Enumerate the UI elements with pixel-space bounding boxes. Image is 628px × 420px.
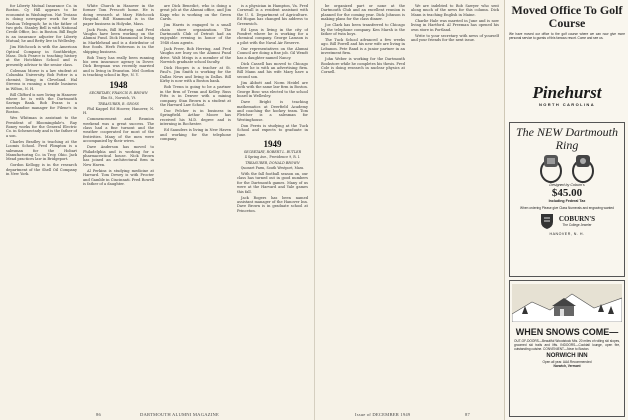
norwich-ad-title: WHEN SNOWS COME— xyxy=(515,327,619,337)
page-folio-left: 86 xyxy=(96,412,101,417)
column-paragraph: Doc Pelcher is in business in Springfield. Arthur Moore has received his M.D. degree and is interning in Rochester. xyxy=(160,108,231,127)
column-4 xyxy=(237,4,308,406)
coburn-store-name: COBURN'S xyxy=(558,214,596,223)
column-paragraph: Phil Kappel Ed Hoover, Hanover, N. H. xyxy=(83,106,154,116)
ad-moved-office-text: We have moved our office to the golf course where we can now give more personal service to guests of this famous resort. Come and see us. xyxy=(509,32,625,40)
column-paragraph: Jack Fonts, Bill Hartwig, and Fred Vaughn have been working on the Alumni Fund. Dick Hammond is living in Marblehead and is a distributor of fine foods. Herb Patterson is in the shipping business. xyxy=(83,27,154,54)
page-folio-right: 87 xyxy=(465,412,470,417)
advertisement-column xyxy=(504,0,628,420)
norwich-ad-location: Norwich, Vermont xyxy=(553,364,581,368)
column-paragraph: Dick Cassell has moved to Chicago where he is with an advertising firm. Bill Mann and his wife Mary have a second son. xyxy=(237,61,308,79)
column-5 xyxy=(321,4,405,406)
class-year-heading: 1948 xyxy=(109,79,128,90)
ring-icon-right xyxy=(569,153,597,183)
coburn-store-sub: The College Jeweler xyxy=(562,222,592,227)
class-address: Elm St., Norwich, Vt. xyxy=(100,95,137,100)
pinehurst-location: NORTH CAROLINA xyxy=(538,102,596,107)
class-address-2: 4 Spring Ave., Providence 9, R. I. xyxy=(244,154,301,159)
column-paragraph: Bob Tracy has really been running his own insurance agency in Dover. Dick Bergman was recently married and is living in Evanston. Mel Gordon is teaching school in Rye, N. Y. xyxy=(83,55,154,78)
column-paragraph: Ed Lynn is living in the city of Pomfret where he is working for a chemical company. George Lamson is a pilot with the Naval Air Reserve. xyxy=(237,27,308,45)
column-paragraph: are Dick Benedict, who is doing a great job at the Alumni office, and Jim Kapp who is working on the Green Cards. xyxy=(160,4,231,22)
column-paragraph: Charlie Hale was married in June and is now living in Hartford. Al Freeman has opened his own store in Portland. xyxy=(411,18,499,32)
column-paragraph: is a physician in Hampton, Va. Fred Cornwall is a resident assistant with the U. S. Department of Agriculture. Ed Hogan has changed his address to Greenwich. xyxy=(237,4,308,26)
coburn-block xyxy=(510,212,624,230)
column-paragraph: Jack Freer, Bob Herring, and Fred Vaughn are busy on the Alumni Fund drive. Walt Meigs is a member of the Norwich graduate school faculty. xyxy=(160,46,231,65)
ring-illustration xyxy=(510,153,624,183)
norwich-inn-name: NORWICH INN xyxy=(546,353,588,359)
ring-ad-title: The NEW Dartmouth Ring xyxy=(516,125,618,152)
coburn-town: HANOVER, N. H. xyxy=(549,231,585,236)
column-paragraph: be organized part or none at the Dartmouth Club and an excellent reunion is planned for the coming year. Dick Johnson is making plans for the class dinner. xyxy=(321,4,405,22)
column-paragraph: John Weber is working for the Dartmouth Bookstore while he completes his thesis. Fred Cole is doing research in nuclear physics at Cornell. xyxy=(321,57,405,75)
ad-pinehurst xyxy=(509,84,625,107)
column-paragraph: Gordon Kellogg is in the research department of the Shell Oil Company in New York. xyxy=(6,163,77,177)
column-2 xyxy=(83,4,154,406)
column-paragraph: With the fall football season on, our class has turned out in good numbers for the Dartmouth games. Many of us were at the Harvard and Yale games this fall. xyxy=(237,171,308,194)
column-paragraph: Write to your secretary with news of yourself and your friends for the next issue. xyxy=(411,33,499,43)
column-paragraph: Jim Abbott and Norm Heidel are both with the same law firm in Boston. George Bosc was elected to the school board in Wellesley. xyxy=(237,80,308,99)
column-3 xyxy=(160,4,231,406)
column-paragraph: Al Perkins is studying medicine at Harvard. Tom Dewey is with Procter and Gamble in Cincinnati. Fred Rowell is father of a daughter. xyxy=(83,168,154,186)
ring-icon-left xyxy=(537,153,565,183)
class-secretary: SECRETARY, FRANCIS R. BROWN xyxy=(89,90,148,95)
column-6 xyxy=(411,4,499,406)
footer-issue-date: Issue of DECEMBER 1949 xyxy=(355,412,411,417)
column-paragraph: for Liberty Mutual Insurance Co. in Boston. Cy Hill appears to be economist in Washington. Nat Troiano is doing newspaper work for the Nashua Telegraph; he is the father of two girls. Stanley Bell is with National Credit Office, Inc. in Boston. Bill Engle is an insurance adjuster for Liberty Mutual; he and Betty live in Wellesley. xyxy=(6,4,77,44)
column-paragraph: Jack Rogers has been named assistant manager of the Hanover Inn. Dave Brown is in graduate school at Princeton. xyxy=(237,195,308,213)
column-paragraph: Joe Clark has been transferred to Chicago by the telephone company. Ken Marsh is the father of twin boys. xyxy=(321,23,405,37)
column-paragraph: Bob Trenn is going to be a partner in the firm of Trenn and Kelley. Russ Pitts is in Denver with a mining company. Stan Brown is a student at the Harvard Law School. xyxy=(160,85,231,107)
column-paragraph: Charles Bradley is teaching at the Loomis School. Fred Plimpton is a salesman for the Hobart Manufacturing Co. in Troy, Ohio. Jack Mead practices law in Bridgeport. xyxy=(6,139,77,162)
column-paragraph: Dick Hoopes is a teacher at St. Paul's. Jim Smith is working for the Dallas News and living in Dallas. Bill Kirby is now with a Boston bank. xyxy=(160,66,231,84)
class-treasurer-2: TREASURER, DONALD BROWN xyxy=(245,160,300,165)
ad-moved-office xyxy=(509,4,625,40)
column-paragraph: Jim Harris is engaged to a small chain store organization. The Dartmouth Club of Detroit had an enjoyable evening in honor of the 1948 class agents. xyxy=(160,23,231,45)
jeweler-shield-icon xyxy=(539,212,555,230)
pinehurst-logo: Pinehurst xyxy=(532,83,602,102)
column-paragraph: The Tuck School advanced a few weeks ago. Bill Powell and his new wife are living in Lebanon. Pete Rand is a junior partner in an investment firm. xyxy=(321,38,405,56)
ad-norwich-inn xyxy=(509,280,625,417)
column-paragraph: Commencement and Reunion weekend was a great success. The class had a fine turnout and the weather cooperated for most of the festivities. Many of the men were accompanied by their wives. xyxy=(83,117,154,144)
ad-moved-office-title: Moved Office To Golf Course xyxy=(511,3,623,30)
ad-dartmouth-ring xyxy=(509,122,625,277)
ring-order-note: When ordering Please give Class Numerals and engraving wanted xyxy=(520,205,614,210)
column-1 xyxy=(6,4,77,406)
ring-tax-note: Including Federal Tax xyxy=(548,199,586,204)
column-paragraph: Don Ferris is studying at the Tuck School and expects to graduate in June. xyxy=(237,123,308,137)
class-year-heading-2: 1949 xyxy=(263,138,282,149)
column-paragraph: Coleman Morse is a law student at Columbia University. Bob Potter is a chemist, living in Cleveland. Hal Stevens is running a textile business in Wilton, N. H. xyxy=(6,68,77,91)
column-paragraph: We are indebted to Bob Sawyer who sent along much of the news for this column. Dick Mann is teaching English in Maine. xyxy=(411,4,499,17)
column-paragraph: Dave Anderson has moved to Philadelphia and is working for a pharmaceutical house. Nick Brown has joined an architectural firm in New Haven. xyxy=(83,145,154,167)
column-paragraph: Wes Whitman is assistant to the President of Bloomingdale's. Ray Roney works for the General Electric Co. in Schenectady and is the father of a son. xyxy=(6,116,77,138)
column-paragraph: Dave Bright is teaching mathematics at Deerfield Academy and coaching the hockey team. Tom Fletcher is a salesman for Westinghouse. xyxy=(237,100,308,122)
ring-price: $45.00 xyxy=(551,187,583,200)
class-secretary-2: SECRETARY, ROBERT L. BUTLER xyxy=(243,149,302,154)
ring-designer: Designed by Coburn's xyxy=(549,183,585,187)
column-paragraph: Ed Saunders is living in New Haven and working for the telephone company. xyxy=(160,128,231,141)
column-paragraph: Bill Clifford is now living in Hanover where he is with the Dartmouth Savings Bank. Bob Evans is a merchandise manager for Filene's in Boston. xyxy=(6,92,77,115)
footer-magazine-title: DARTMOUTH ALUMNI MAGAZINE xyxy=(140,412,219,417)
class-address-3: Quonset Farm, South Westport, Mass. xyxy=(240,165,305,170)
snow-scene-illustration xyxy=(512,284,622,322)
column-paragraph: Our representatives on the Alumni Council are doing a fine job. Gil Wendt has a daughter named Nancy. xyxy=(237,46,308,60)
column-paragraph: Jim Hitchcock is with the American Optical Company in Southbridge, Mass. Dick Pearce is teaching history at the Hotchkiss School and is presently advisor to the senior class. xyxy=(6,45,77,67)
norwich-ad-open: Open all year. AAA Recommended xyxy=(542,360,592,364)
class-treasurer: TREASURER, R. GROSS xyxy=(98,101,139,106)
norwich-ad-text: OUT-OF-DOORS—Beautiful Woodstock Mts. 20 miles of rolling ski slopes, groomed ski trails and lifts. INDOORS—Cocktail lounge, open fire, outstanding cuisine. CONVENIENT—Near to Boston. xyxy=(514,339,620,351)
column-paragraph: White Church in Hanover in the former Tom Prescott home. He is doing research at Mary Hitchcock Hospital. Bill Hammond is in the paper business in Holyoke, Mass. xyxy=(83,4,154,26)
